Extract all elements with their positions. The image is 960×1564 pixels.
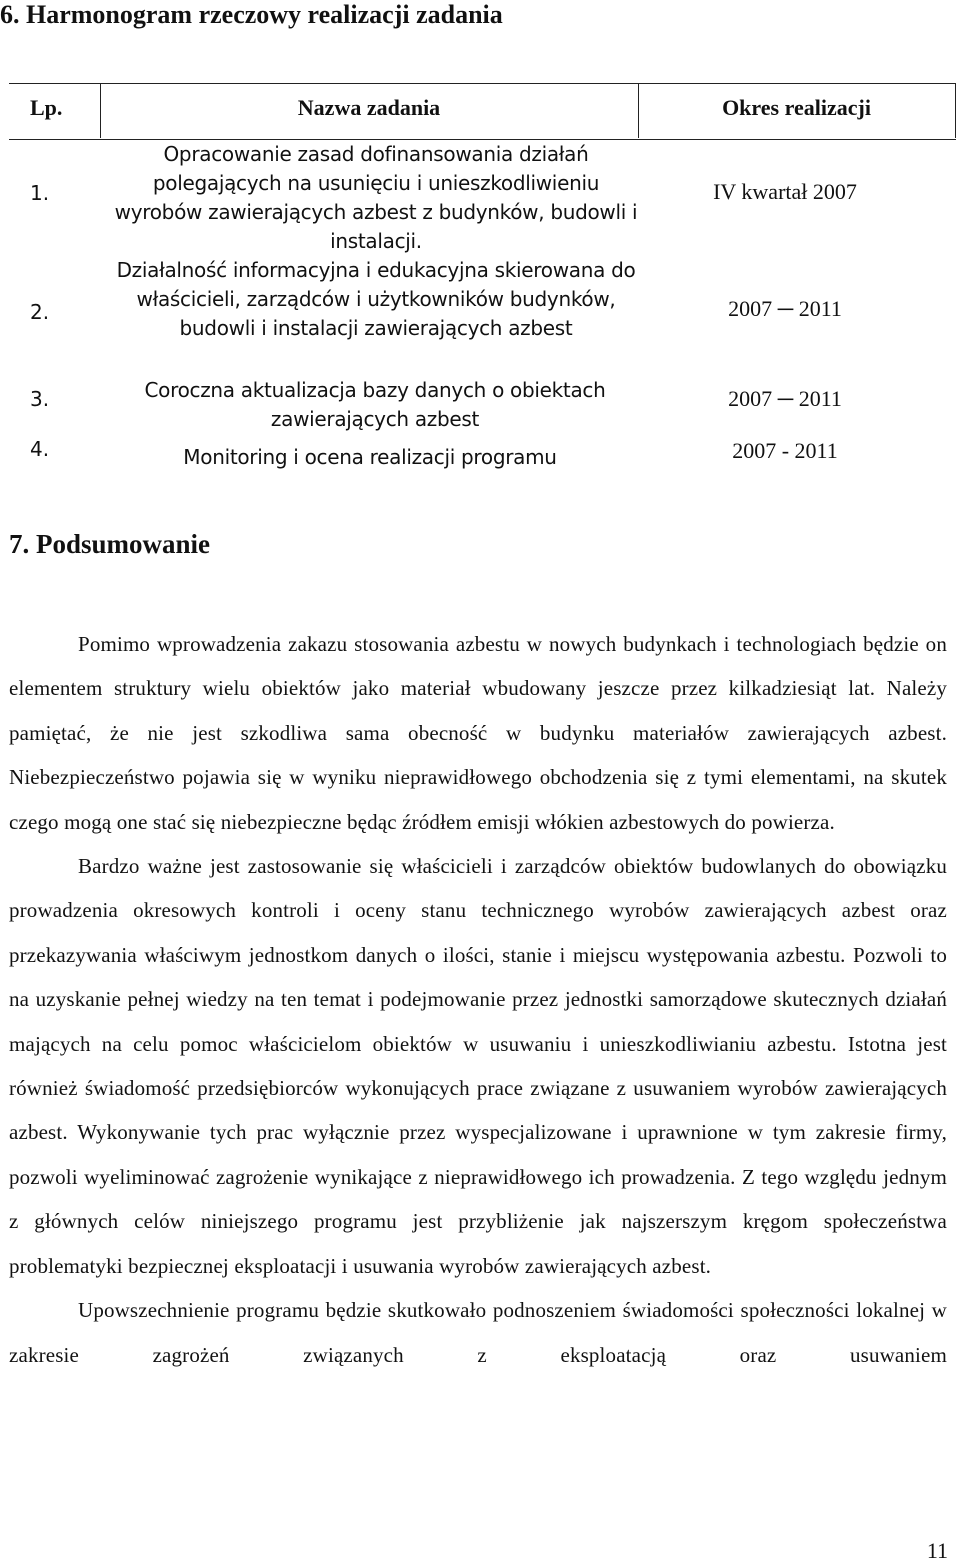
row-2-task: Działalność informacyjna i edukacyjna skierowana do właścicieli, zarządców i użytkowników budynków, budowli i instalacji zawierających azbest [116,258,636,340]
section-6-title: 6. Harmonogram rzeczowy realizacji zadania [0,0,503,29]
row-3-period: 2007 ─ 2011 [728,386,842,411]
row-3-task: Coroczna aktualizacja bazy danych o obiektach zawierających azbest [144,378,606,431]
row-4-lp: 4. [30,437,50,461]
paragraph: Upowszechnienie programu będzie skutkowało podnoszeniem świadomości społeczności lokalnej w zakresie zagrożeń związanych z eksploatacją oraz usuwaniem [9,1298,947,1367]
page-number: 11 [926,1538,948,1563]
summary-body [9,622,947,1377]
row-2-period: 2007 ─ 2011 [728,296,842,321]
header-divider [955,83,956,138]
paragraph: Bardzo ważne jest zastosowanie się właścicieli i zarządców obiektów budowlanych do obowiązku prowadzenia okresowych kontroli i oceny stanu technicznego wyrobów zawierających azbest oraz przekazywania właściwym jednostkom danych o ilości, stanie i miejscu występowania azbestu. Pozwoli to na uzyskanie pełnej wiedzy na ten temat i podejmowanie przez jednostki samorządowe skutecznych działań mających na celu pomoc właścicielom obiektów w usuwaniu i unieszkodliwianiu azbestu. Istotna jest również świadomość przedsiębiorców wykonujących prace związane z usuwaniem wyrobów zawierających azbest. Wykonywanie tych prac wyłącznie przez wyspecjalizowane i uprawnione w tym zakresie firmy, pozwoli wyeliminować zagrożenie wynikające z nieprawidłowego ich prowadzenia. Z tego względu jednym z głównych celów niniejszego programu jest przybliżenie jak najszerszym kręgom społeczeństwa problematyki bezpiecznej eksploatacji i usuwania wyrobów zawierających azbest. [9,854,947,1278]
header-divider [638,83,639,138]
row-1-lp: 1. [30,181,50,205]
row-1-period: IV kwartał 2007 [713,179,857,204]
header-lp: Lp. [30,95,63,120]
row-4-period: 2007 - 2011 [732,438,838,463]
header-period: Okres realizacji [722,95,871,120]
row-1-task: Opracowanie zasad dofinansowania działań polegających na usunięciu i unieszkodliwieniu wyrobów zawierających azbest z budynków, budowli i instalacji. [114,142,638,253]
row-2-lp: 2. [30,300,50,324]
paragraph: Pomimo wprowadzenia zakazu stosowania azbestu w nowych budynkach i technologiach będzie on elementem struktury wielu obiektów jako materiał wbudowany jeszcze przez kilkadziesiąt lat. Należy pamiętać, że nie jest szkodliwa sama obecność w budynku materiałów zawierających azbest. Niebezpieczeństwo pojawia się w wyniku nieprawidłowego obchodzenia się z tymi elementami, na skutek czego mogą one stać się niebezpieczne będąc źródłem emisji włókien azbestowych do powierza. [9,632,947,834]
row-4-task: Monitoring i ocena realizacji programu [183,445,557,469]
row-3-lp: 3. [30,387,50,411]
header-task: Nazwa zadania [297,95,441,120]
section-7-title: 7. Podsumowanie [9,529,211,559]
